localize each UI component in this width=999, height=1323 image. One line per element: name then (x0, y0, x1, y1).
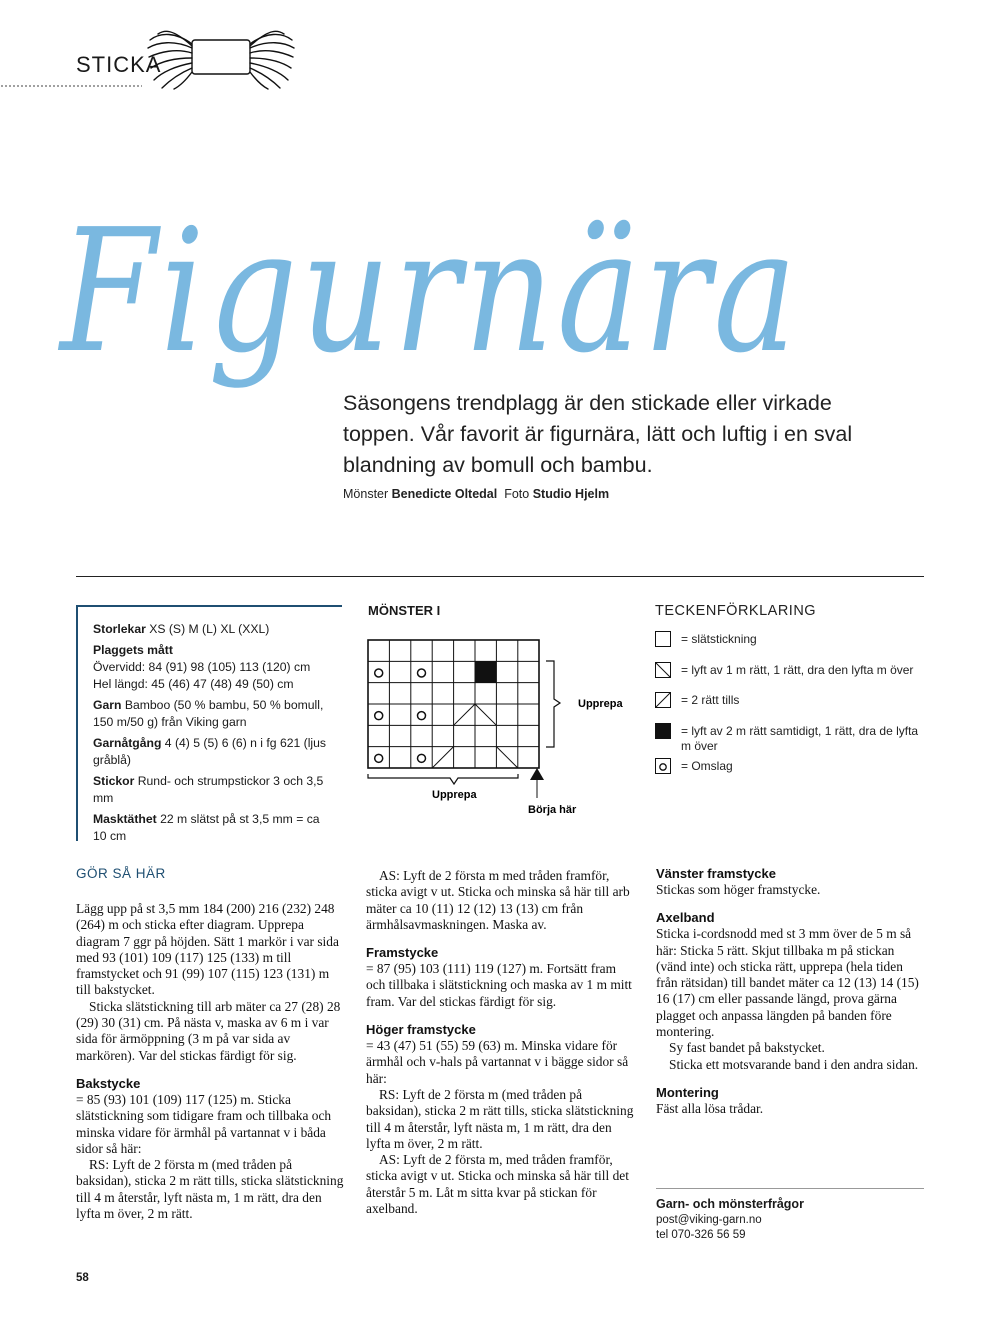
intro-text: Säsongens trendplagg är den stickade eller virkade toppen. Vår favorit är figurnära, lätt och luftig i en sval blandning av bomull och bambu. (343, 391, 853, 477)
contact-divider (656, 1188, 924, 1189)
slash-square-icon (655, 692, 671, 708)
fact-measurements: Plaggets mått Övervidd: 84 (91) 98 (105) 113 (120) cm Hel längd: 45 (46) 47 (48) 49 (50) cm (93, 643, 311, 691)
chart-yo-symbol (418, 712, 426, 720)
legend-title: TECKENFÖRKLARING (655, 603, 817, 619)
chart-yo-symbol (375, 669, 383, 677)
section-label: STICKA (76, 52, 162, 77)
contact-info: Garn- och mönsterfrågor post@viking-garn.no tel 070-326 56 59 (656, 1197, 804, 1241)
empty-square-icon (655, 631, 671, 647)
instructions-heading: GÖR SÅ HÄR (76, 866, 166, 881)
fact-yarn: Garn Bamboo (50 % bambu, 50 % bomull, 150 m/50 g) från Viking garn (93, 698, 324, 729)
heading-framstycke: Framstycke (366, 945, 439, 961)
heading-hoger-framstycke: Höger framstycke (366, 1022, 476, 1038)
heading-vanster-framstycke: Vänster framstycke (656, 866, 776, 881)
chart-k2tog-symbol (454, 704, 475, 725)
repeat-bottom-label: Upprepa (432, 789, 477, 801)
heading-montering: Montering (656, 1084, 719, 1100)
column-3: Vänster framstycke Stickas som höger framstycke. Axelband Sticka i-cordsnodd med st 3 mm över de 5 m så här: Sticka 5 rätt. Skjut tillbaka m på stickan (vänd inte) och sticka rätt, upprepa (hela tiden från rätsidan) till bandet mäter ca 12 (13) 14 (15) 16 (17) cm eller passande längd, prova gärna plagget och anpassa längden på banden före montering. Sy fast bandet på bakstycket. Sticka ett motsvarande band i den andra sidan. Montering Fäst alla lösa trådar. (656, 866, 926, 1117)
chart-skpo-symbol (475, 704, 496, 725)
circle-square-icon (655, 758, 671, 774)
fact-yarn-amount: Garnåtgång 4 (4) 5 (5) 6 (6) n i fg 621 (ljus gråblå) (93, 736, 327, 767)
repeat-right-label: Upprepa (578, 698, 623, 710)
fact-sizes: Storlekar XS (S) M (L) XL (XXL) (93, 622, 270, 636)
divider (76, 576, 924, 577)
page-number: 58 (76, 1272, 89, 1284)
yarn-skein-icon (146, 26, 296, 90)
column-2: AS: Lyft de 2 första m med tråden framför, sticka avigt v ut. Sticka och minska så här till arb mäter ca 10 (11) 12 (12) 13 (13) cm från ärmhålsavmaskningen. Maska av. Framstycke = 87 (95) 103 (111) 119 (127) m. Fortsätt fram och tillbaka i slätstickning och maska av 1 m mitt fram. Var del stickas färdigt för sig. Höger framstycke = 43 (47) 51 (55) 59 (63) m. Minska vidare för ärmhål och v-hals på vartannat v i bägge sidor så här: RS: Lyft de 2 första m (med tråden på baksidan), sticka 2 m rätt tills, sticka slätstickning till 4 m återstår, lyft nästa m, 1 m rätt, dra den lyfta m över, 2 m rätt. AS: Lyft de 2 första m, med tråden framför, sticka avigt v ut. Sticka och minska så här till det återstår 5 m. Låt m sitta kvar på stickan för axelband. (366, 868, 636, 1217)
contact-phone: tel 070-326 56 59 (656, 1229, 746, 1241)
chart-yo-symbol (375, 754, 383, 762)
chart-skpo-symbol (496, 747, 517, 768)
credits: Mönster Benedicte Oltedal Foto Studio Hjelm (343, 487, 610, 501)
column-1: Lägg upp på st 3,5 mm 184 (200) 216 (232) 248 (264) m och sticka efter diagram. Upprepa diagram 7 ggr på höjden. Sätt 1 markör i var sida med 93 (101) 109 (117) 125 (133) m till framstycket och 91 (99) 107 (115) 123 (131) m till bakstycket. Sticka slätstickning till arb mäter ca 27 (28) 28 (29) 30 (31) cm. På nästa v, maska av 6 m i var sida för ärmöppning (3 m på var sida av markören). Var del stickas färdigt för sig. Bakstycke = 85 (93) 101 (109) 117 (125) m. Sticka slätstickning som tidigare fram och tillbaka och minska vidare för ärmhål på vartannat v i båda sidor så här: RS: Lyft de 2 första m (med tråden på baksidan), sticka 2 m rätt tills, sticka slätstickning till 4 m återstår, lyft nästa m, 1 m rätt, dra den lyfta m över, 2 m rätt. (76, 901, 346, 1222)
chart-yo-symbol (375, 712, 383, 720)
heading-axelband: Axelband (656, 910, 715, 926)
chart-cdd-symbol (475, 661, 496, 682)
knitting-chart (360, 630, 623, 830)
chart-yo-symbol (418, 754, 426, 762)
fact-needles: Stickor Rund- och strumpstickor 3 och 3,5 mm (93, 774, 324, 805)
contact-email[interactable]: post@viking-garn.no (656, 1214, 762, 1226)
chart-yo-symbol (418, 669, 426, 677)
backslash-square-icon (655, 662, 671, 678)
heading-bakstycke: Bakstycke (76, 1075, 141, 1091)
fact-gauge: Masktäthet 22 m slätst på st 3,5 mm = ca 10 cm (93, 812, 320, 843)
diagram-title: MÖNSTER I (368, 603, 441, 618)
filled-square-icon (655, 723, 671, 739)
svg-text:Figurnära: Figurnära (57, 193, 801, 391)
chart-k2tog-symbol (432, 747, 453, 768)
start-label: Börja här (528, 804, 577, 816)
header-rule (0, 84, 142, 88)
